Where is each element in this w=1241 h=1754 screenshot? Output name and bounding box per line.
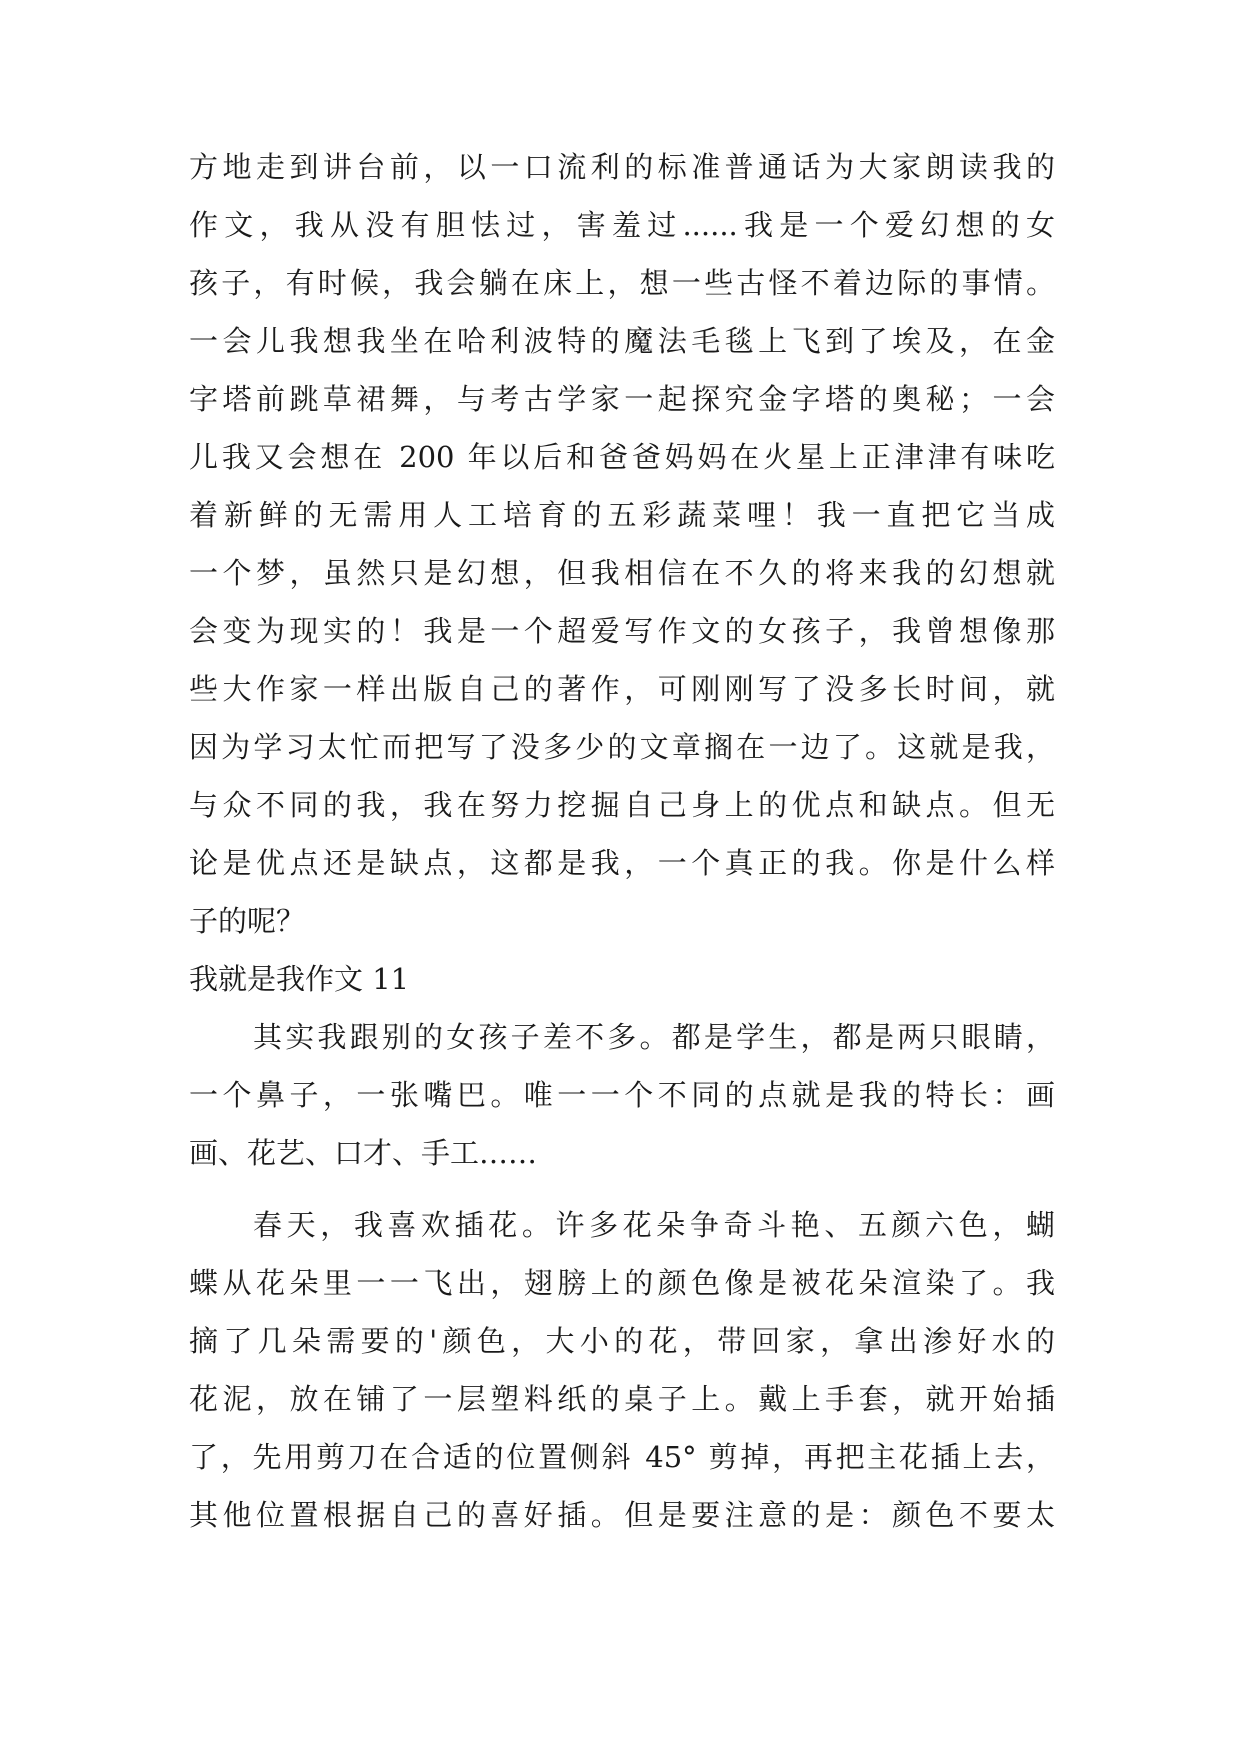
text-line: 摘了几朵需要的'颜色，大小的花，带回家，拿出渗好水的 bbox=[189, 1324, 1055, 1358]
essay-title: 我就是我作文 11 bbox=[189, 962, 410, 996]
text-line: 字塔前跳草裙舞，与考古学家一起探究金字塔的奥秘；一会 bbox=[189, 382, 1055, 416]
text-line: 些大作家一样出版自己的著作，可刚刚写了没多长时间，就 bbox=[189, 672, 1055, 706]
text-line: 画、花艺、口才、手工…… bbox=[189, 1136, 538, 1170]
text-line: 儿我又会想在 200 年以后和爸爸妈妈在火星上正津津有味吃 bbox=[189, 440, 1055, 474]
text-line: 春天，我喜欢插花。许多花朵争奇斗艳、五颜六色，蝴 bbox=[253, 1208, 1055, 1242]
text-line: 一会儿我想我坐在哈利波特的魔法毛毯上飞到了埃及，在金 bbox=[189, 324, 1055, 358]
text-line: 蝶从花朵里一一飞出，翅膀上的颜色像是被花朵渲染了。我 bbox=[189, 1266, 1055, 1300]
text-line: 因为学习太忙而把写了没多少的文章搁在一边了。这就是我， bbox=[189, 730, 1055, 764]
text-line: 其他位置根据自己的喜好插。但是要注意的是：颜色不要太 bbox=[189, 1498, 1055, 1532]
text-line: 孩子，有时候，我会躺在床上，想一些古怪不着边际的事情。 bbox=[189, 266, 1055, 300]
text-line: 方地走到讲台前，以一口流利的标准普通话为大家朗读我的 bbox=[189, 150, 1055, 184]
text-line: 子的呢？ bbox=[189, 904, 306, 938]
text-line: 一个鼻子，一张嘴巴。唯一一个不同的点就是我的特长：画 bbox=[189, 1078, 1055, 1112]
text-line: 其实我跟别的女孩子差不多。都是学生，都是两只眼睛， bbox=[253, 1020, 1055, 1054]
text-line: 了，先用剪刀在合适的位置侧斜 45° 剪掉，再把主花插上去， bbox=[189, 1440, 1055, 1474]
text-line: 作文，我从没有胆怯过，害羞过......我是一个爱幻想的女 bbox=[189, 208, 1055, 242]
text-line: 与众不同的我，我在努力挖掘自己身上的优点和缺点。但无 bbox=[189, 788, 1055, 822]
text-line: 着新鲜的无需用人工培育的五彩蔬菜哩！我一直把它当成 bbox=[189, 498, 1055, 532]
text-line: 一个梦，虽然只是幻想，但我相信在不久的将来我的幻想就 bbox=[189, 556, 1055, 590]
text-line: 花泥，放在铺了一层塑料纸的桌子上。戴上手套，就开始插 bbox=[189, 1382, 1055, 1416]
text-line: 会变为现实的！我是一个超爱写作文的女孩子，我曾想像那 bbox=[189, 614, 1055, 648]
text-line: 论是优点还是缺点，这都是我，一个真正的我。你是什么样 bbox=[189, 846, 1055, 880]
